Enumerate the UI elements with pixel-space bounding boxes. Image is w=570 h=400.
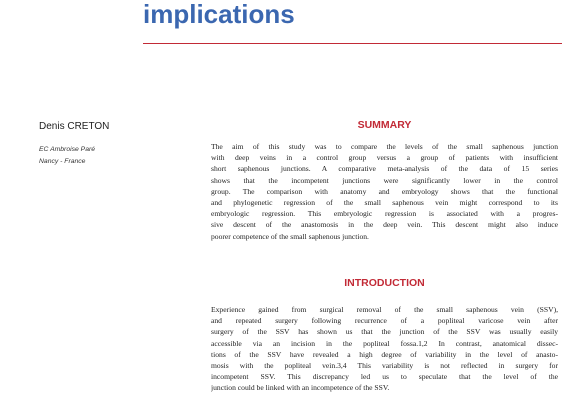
introduction-line: mosis with the popliteal vein.3,4 This variability is not reflected in surgery for [211,360,558,370]
summary-heading: SUMMARY [357,119,412,131]
author-affiliation-institution: EC Ambroise Paré [39,146,96,153]
summary-line: poorer competence of the small saphenous junction. [211,231,369,241]
introduction-line: accessible via an incision in the popliteal fossa.1,2 In contrast, anatomical dissec- [211,338,558,348]
summary-line: embryologic regression. This embryologic regression is associated with a progres- [211,209,558,219]
introduction-line: incompetent SSV. This discrepancy led us to speculate that the level of the [211,372,558,382]
author-name: Denis CRETON [39,121,110,132]
introduction-paragraph [211,304,558,394]
summary-line: short saphenous junctions. A comparative meta-analysis of the data of 15 series [211,164,558,174]
summary-line: with deep veins in a control group versus a group of patients with insufficient [211,153,558,163]
summary-line: The aim of this study was to compare the levels of the small saphenous junction [211,142,558,151]
title-divider [143,43,562,44]
summary-line: sive descent of the anastomosis in the deep vein. This descent might also induce [211,220,558,230]
summary-paragraph [211,141,558,242]
introduction-line: and repeated surgery following recurrence of a popliteal varicose vein after [211,316,558,326]
article-title: implications [143,0,295,29]
introduction-line: Experience gained from surgical removal of the small saphenous vein (SSV), [211,305,558,314]
summary-line: shows that the incompetent junctions were significantly lower in the control [211,175,558,185]
introduction-line: tions of the SSV have revealed a high degree of variability in the level of anasto- [211,349,558,359]
introduction-line: junction could be linked with an incompetence of the SSV. [211,383,390,393]
summary-line: and phylogenetic regression of the small saphenous vein might correspond to its [211,197,558,207]
introduction-line: surgery of the SSV has shown us that the junction of the SSV was usually easily [211,327,558,337]
author-affiliation-location: Nancy - France [39,158,86,165]
introduction-heading: INTRODUCTION [344,277,425,289]
summary-line: group. The comparison with anatomy and embryology shows that the functional [211,186,558,196]
